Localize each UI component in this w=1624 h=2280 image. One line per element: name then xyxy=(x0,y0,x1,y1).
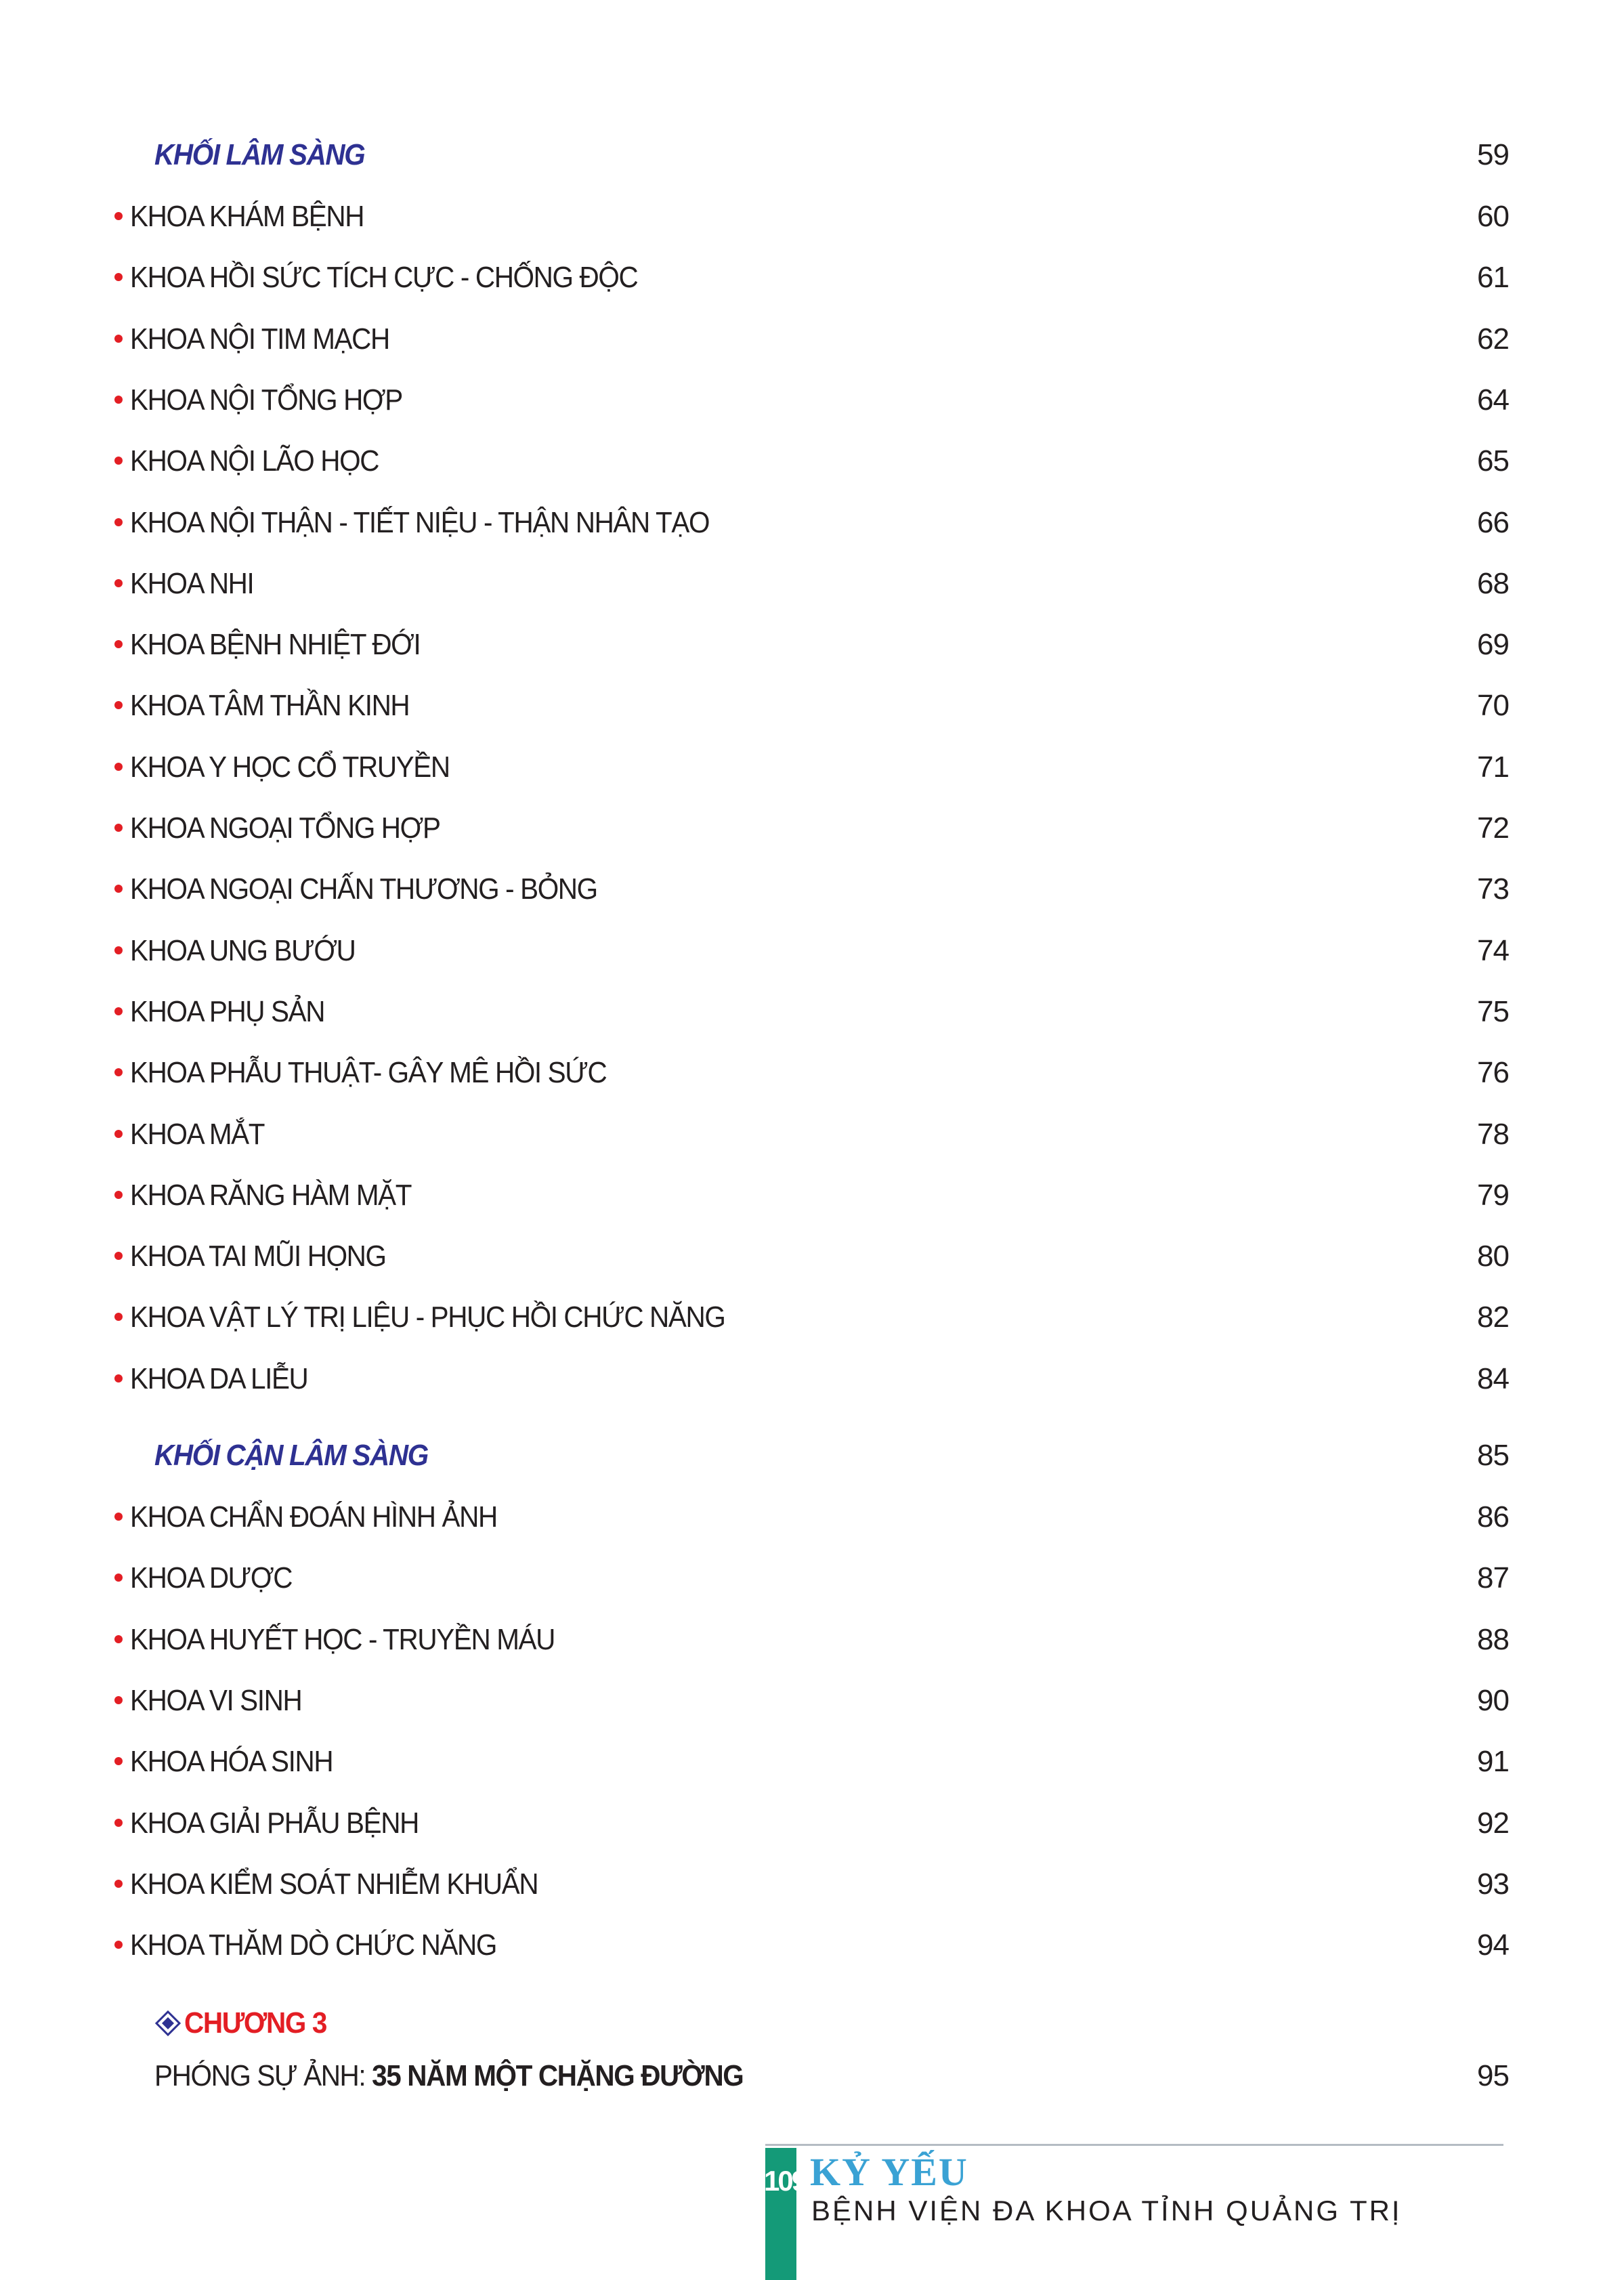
toc-item-label: KHOA VI SINH xyxy=(130,1684,302,1717)
toc-item[interactable] xyxy=(0,1922,1624,1969)
toc-item-page: 75 xyxy=(1477,995,1509,1028)
toc-item-label: KHOA KHÁM BỆNH xyxy=(130,200,364,233)
toc-item-label: KHOA TÂM THẦN KINH xyxy=(130,689,410,722)
toc-item-page: 82 xyxy=(1477,1301,1509,1334)
toc-item-page: 69 xyxy=(1477,628,1509,661)
bullet-icon xyxy=(114,1130,123,1138)
toc-item[interactable] xyxy=(0,254,1624,301)
toc-item[interactable] xyxy=(0,1677,1624,1725)
chapter-page: 95 xyxy=(1477,2059,1509,2092)
toc-item[interactable] xyxy=(0,1738,1624,1786)
toc-item[interactable] xyxy=(0,1049,1624,1097)
bullet-icon xyxy=(114,396,123,404)
toc-item[interactable] xyxy=(0,621,1624,669)
toc-item-page: 70 xyxy=(1477,689,1509,722)
toc-item[interactable] xyxy=(0,744,1624,791)
toc-item-page: 61 xyxy=(1477,261,1509,294)
chapter-prefix: PHÓNG SỰ ẢNH: xyxy=(154,2059,372,2092)
toc-item-page: 62 xyxy=(1477,322,1509,356)
toc-item[interactable] xyxy=(0,377,1624,424)
toc-item[interactable] xyxy=(0,1294,1624,1341)
toc-item-label: KHOA CHẨN ĐOÁN HÌNH ẢNH xyxy=(130,1500,497,1534)
toc-item-page: 84 xyxy=(1477,1362,1509,1395)
bullet-icon xyxy=(114,1313,123,1321)
toc-item-page: 90 xyxy=(1477,1684,1509,1717)
chapter-entry-label xyxy=(154,2052,743,2100)
chapter-label: CHƯƠNG 3 xyxy=(184,2006,327,2040)
chapter-title: 35 NĂM MỘT CHẶNG ĐƯỜNG xyxy=(372,2059,744,2092)
toc-item-label: KHOA NỘI LÃO HỌC xyxy=(130,444,379,478)
bullet-icon xyxy=(114,763,123,771)
section-page: 85 xyxy=(1477,1439,1509,1472)
toc-item[interactable] xyxy=(0,1861,1624,1908)
bullet-icon xyxy=(114,518,123,526)
toc-item-label: KHOA VẬT LÝ TRỊ LIỆU - PHỤC HỒI CHỨC NĂNG xyxy=(130,1301,725,1334)
toc-item[interactable] xyxy=(0,1233,1624,1280)
section-page: 59 xyxy=(1477,138,1509,171)
footer-divider xyxy=(765,2144,1503,2146)
toc-item-page: 72 xyxy=(1477,811,1509,845)
toc-item-label: KHOA NHI xyxy=(130,567,254,600)
toc-item[interactable] xyxy=(0,1355,1624,1403)
toc-item-page: 73 xyxy=(1477,872,1509,906)
footer-title: KỶ YẾU xyxy=(810,2150,968,2194)
bullet-icon xyxy=(114,1819,123,1827)
bullet-icon xyxy=(114,946,123,954)
toc-item[interactable] xyxy=(0,316,1624,363)
toc-item-label: KHOA BỆNH NHIỆT ĐỚI xyxy=(130,628,421,661)
toc-item[interactable] xyxy=(0,927,1624,975)
bullet-icon xyxy=(114,1191,123,1199)
toc-item[interactable] xyxy=(0,1800,1624,1847)
bullet-icon xyxy=(114,212,123,220)
toc-item-label: KHOA PHỤ SẢN xyxy=(130,995,325,1028)
bullet-icon xyxy=(114,1007,123,1015)
bullet-icon xyxy=(114,701,123,709)
toc-item[interactable] xyxy=(0,988,1624,1036)
toc-item-page: 86 xyxy=(1477,1500,1509,1534)
bullet-icon xyxy=(114,1574,123,1582)
bullet-icon xyxy=(114,1757,123,1765)
toc-item-label: KHOA PHẪU THUẬT- GÂY MÊ HỒI SỨC xyxy=(130,1056,607,1089)
toc-item-label: KHOA TAI MŨI HỌNG xyxy=(130,1240,386,1273)
section-heading-lam-sang[interactable] xyxy=(0,131,1624,179)
toc-item-label: KHOA HUYẾT HỌC - TRUYỀN MÁU xyxy=(130,1623,555,1656)
toc-item-page: 88 xyxy=(1477,1623,1509,1656)
toc-item-page: 93 xyxy=(1477,1867,1509,1901)
page-number: 109 xyxy=(764,2165,806,2197)
toc-item-label: KHOA NGOẠI TỔNG HỢP xyxy=(130,811,440,845)
toc-item[interactable] xyxy=(0,193,1624,240)
toc-item[interactable] xyxy=(0,1494,1624,1541)
bullet-icon xyxy=(114,1513,123,1521)
toc-item-page: 92 xyxy=(1477,1807,1509,1840)
toc-item-page: 78 xyxy=(1477,1118,1509,1151)
chapter-heading xyxy=(154,2000,339,2047)
toc-item-page: 66 xyxy=(1477,506,1509,539)
chapter-entry[interactable] xyxy=(0,2052,1624,2100)
toc-item-label: KHOA RĂNG HÀM MẶT xyxy=(130,1179,412,1212)
diamond-icon xyxy=(154,2010,181,2037)
toc-item-label: KHOA DƯỢC xyxy=(130,1561,293,1595)
toc-item[interactable] xyxy=(0,438,1624,485)
toc-item[interactable] xyxy=(0,499,1624,547)
toc-item[interactable] xyxy=(0,1111,1624,1158)
bullet-icon xyxy=(114,1068,123,1076)
footer-subtitle: BỆNH VIỆN ĐA KHOA TỈNH QUẢNG TRỊ xyxy=(811,2195,1402,2226)
toc-item-page: 87 xyxy=(1477,1561,1509,1595)
toc-item-label: KHOA NỘI THẬN - TIẾT NIỆU - THẬN NHÂN TẠO xyxy=(130,506,710,539)
bullet-icon xyxy=(114,640,123,648)
toc-item-page: 68 xyxy=(1477,567,1509,600)
toc-item-page: 74 xyxy=(1477,934,1509,967)
bullet-icon xyxy=(114,1880,123,1888)
toc-item-page: 76 xyxy=(1477,1056,1509,1089)
bullet-icon xyxy=(114,824,123,832)
bullet-icon xyxy=(114,273,123,281)
bullet-icon xyxy=(114,885,123,893)
bullet-icon xyxy=(114,1252,123,1260)
toc-item-page: 64 xyxy=(1477,383,1509,417)
section-title: KHỐI CẬN LÂM SÀNG xyxy=(154,1439,428,1472)
bullet-icon xyxy=(114,1941,123,1949)
toc-item-page: 91 xyxy=(1477,1745,1509,1778)
bullet-icon xyxy=(114,579,123,587)
toc-item-label: KHOA DA LIỄU xyxy=(130,1362,308,1395)
toc-item-page: 79 xyxy=(1477,1179,1509,1212)
toc-item[interactable] xyxy=(0,560,1624,608)
toc-item-page: 65 xyxy=(1477,444,1509,478)
toc-item-label: KHOA HÓA SINH xyxy=(130,1745,333,1778)
toc-item[interactable] xyxy=(0,1555,1624,1602)
toc-item[interactable] xyxy=(0,1172,1624,1219)
toc-item-label: KHOA NỘI TIM MẠCH xyxy=(130,322,389,356)
toc-item-page: 71 xyxy=(1477,751,1509,784)
bullet-icon xyxy=(114,1374,123,1382)
bullet-icon xyxy=(114,335,123,343)
toc-item[interactable] xyxy=(0,805,1624,852)
toc-item-label: KHOA NỘI TỔNG HỢP xyxy=(130,383,402,417)
bullet-icon xyxy=(114,1635,123,1643)
section-heading-can-lam-sang[interactable] xyxy=(0,1432,1624,1479)
toc-item[interactable] xyxy=(0,682,1624,730)
toc-item-label: KHOA HỒI SỨC TÍCH CỰC - CHỐNG ĐỘC xyxy=(130,261,638,294)
toc-item-page: 80 xyxy=(1477,1240,1509,1273)
toc-item-label: KHOA GIẢI PHẪU BỆNH xyxy=(130,1807,419,1840)
toc-item-page: 94 xyxy=(1477,1928,1509,1962)
toc-item[interactable] xyxy=(0,1616,1624,1664)
section-title: KHỐI LÂM SÀNG xyxy=(154,138,365,171)
toc-item-label: KHOA UNG BƯỚU xyxy=(130,934,356,967)
toc-item-page: 60 xyxy=(1477,200,1509,233)
toc-item-label: KHOA KIỂM SOÁT NHIỄM KHUẨN xyxy=(130,1867,538,1901)
toc-item[interactable] xyxy=(0,866,1624,913)
toc-item-label: KHOA THĂM DÒ CHỨC NĂNG xyxy=(130,1928,497,1962)
toc-item-label: KHOA MẮT xyxy=(130,1118,265,1151)
toc-item-label: KHOA NGOẠI CHẤN THƯƠNG - BỎNG xyxy=(130,872,597,906)
bullet-icon xyxy=(114,1696,123,1704)
bullet-icon xyxy=(114,457,123,465)
toc-item-label: KHOA Y HỌC CỔ TRUYỀN xyxy=(130,751,450,784)
